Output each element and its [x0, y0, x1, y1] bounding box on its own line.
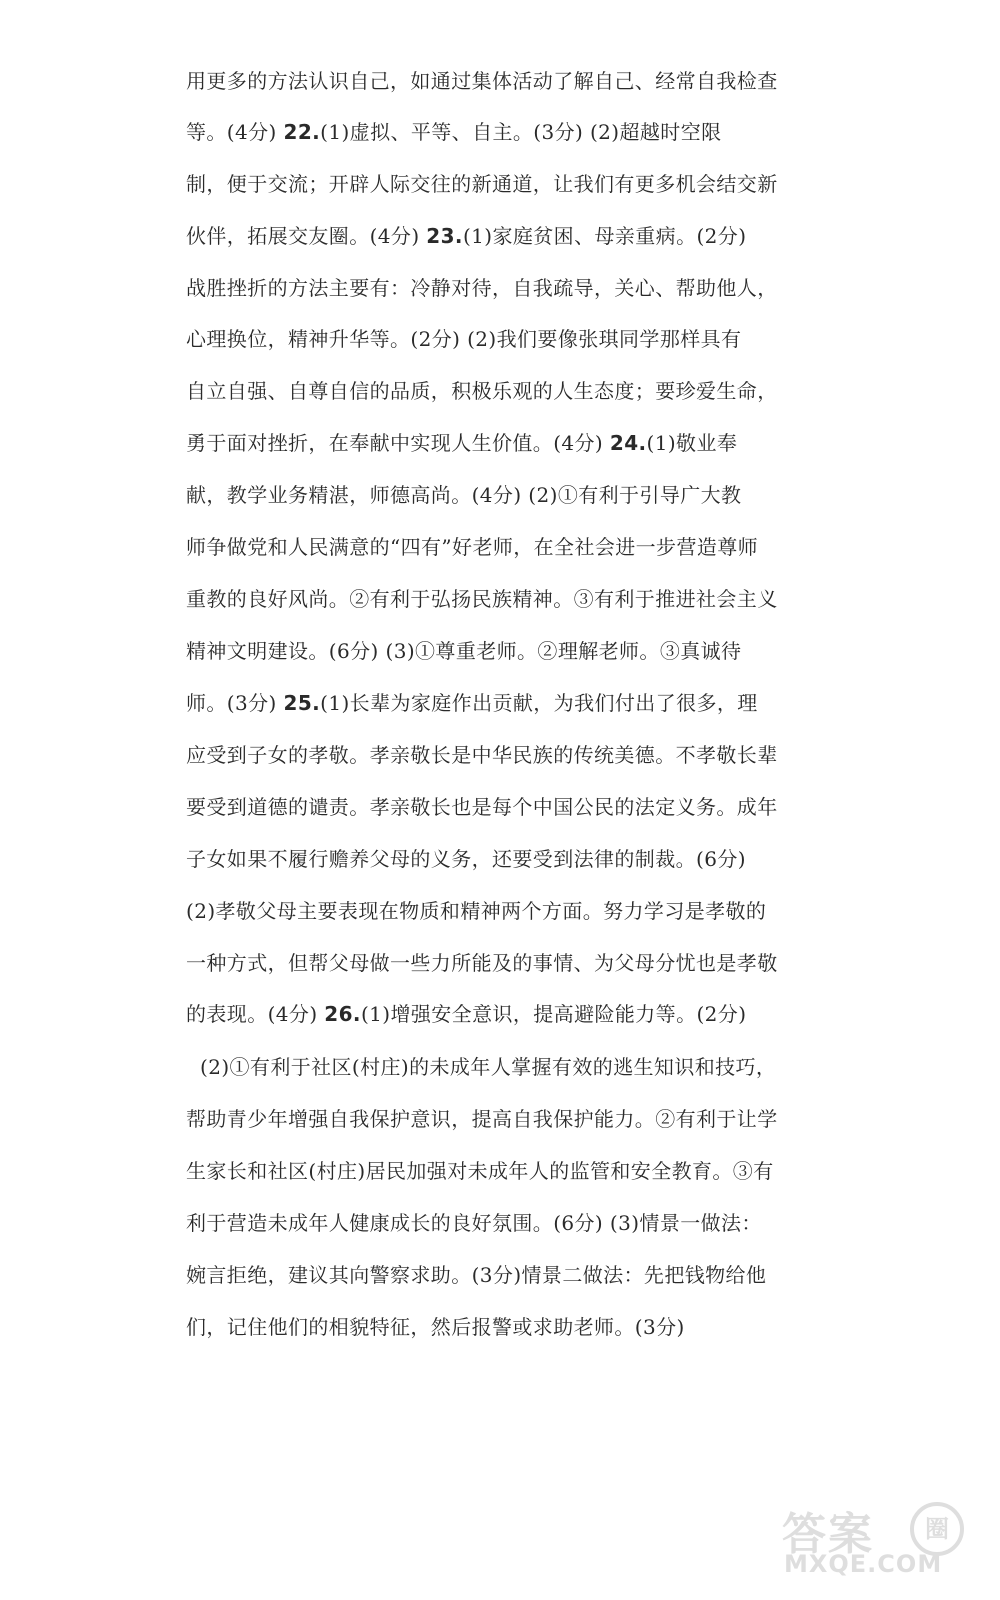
- text-line-4: 伙伴，拓展交友圈。(4分) 23.(1)家庭贫困、母亲重病。(2分): [186, 224, 747, 248]
- text-line-7: 自立自强、自尊自信的品质，积极乐观的人生态度；要珍爱生命，: [186, 379, 778, 403]
- text-line-1: 用更多的方法认识自己，如通过集体活动了解自己、经常自我检查: [186, 69, 778, 93]
- site-watermark: [782, 1498, 972, 1578]
- watermark-chinese-text: 答案: [782, 1509, 874, 1560]
- text-line-19: 的表现。(4分) 26.(1)增强安全意识，提高避险能力等。(2分): [186, 1002, 747, 1026]
- text-line-24: 婉言拒绝，建议其向警察求助。(3分)情景二做法：先把钱物给他: [186, 1263, 767, 1287]
- text-line-12: 精神文明建设。(6分) (3)①尊重老师。②理解老师。③真诚待: [186, 639, 742, 663]
- text-line-25: 们，记住他们的相貌特征，然后报警或求助老师。(3分): [186, 1315, 685, 1339]
- text-line-17: (2)孝敬父母主要表现在物质和精神两个方面。努力学习是孝敬的: [186, 899, 767, 923]
- text-line-15: 要受到道德的谴责。孝亲敬长也是每个中国公民的法定义务。成年: [186, 795, 778, 819]
- text-line-2: 等。(4分) 22.(1)虚拟、平等、自主。(3分) (2)超越时空限: [186, 120, 722, 144]
- question-number-25: 25.: [283, 691, 321, 715]
- text-line-14: 应受到子女的孝敬。孝亲敬长是中华民族的传统美德。不孝敬长辈: [186, 743, 778, 767]
- text-line-16: 子女如果不履行赡养父母的义务，还要受到法律的制裁。(6分): [186, 847, 746, 871]
- text-line-8: 勇于面对挫折，在奉献中实现人生价值。(4分) 24.(1)敬业奉: [186, 431, 738, 455]
- question-number-22: 22.: [283, 120, 321, 144]
- text-line-23: 利于营造未成年人健康成长的良好氛围。(6分) (3)情景一做法：: [186, 1211, 762, 1235]
- text-line-10: 师争做党和人民满意的“四有”好老师，在全社会进一步营造尊师: [186, 535, 759, 559]
- text-line-3: 制，便于交流；开辟人际交往的新通道，让我们有更多机会结交新: [186, 172, 778, 196]
- question-number-23: 23.: [426, 224, 463, 248]
- text-line-18: 一种方式，但帮父母做一些力所能及的事情、为父母分忧也是孝敬: [186, 951, 778, 975]
- text-line-13: 师。(3分) 25.(1)长辈为家庭作出贡献，为我们付出了很多，理: [186, 691, 758, 715]
- text-line-22: 生家长和社区(村庄)居民加强对未成年人的监管和安全教育。③有: [186, 1159, 774, 1183]
- text-line-11: 重教的良好风尚。②有利于弘扬民族精神。③有利于推进社会主义: [186, 587, 778, 611]
- text-line-21: 帮助青少年增强自我保护意识，提高自我保护能力。②有利于让学: [186, 1107, 778, 1131]
- text-line-9: 献，教学业务精湛，师德高尚。(4分) (2)①有利于引导广大教: [186, 483, 742, 507]
- watermark-domain-text: MXQE.COM: [784, 1550, 943, 1578]
- text-line-5: 战胜挫折的方法主要有：冷静对待，自我疏导，关心、帮助他人，: [186, 276, 778, 300]
- question-number-24: 24.: [609, 431, 647, 455]
- question-number-26: 26.: [324, 1002, 361, 1026]
- text-line-20: (2)①有利于社区(村庄)的未成年人掌握有效的逃生知识和技巧，: [200, 1055, 777, 1079]
- text-line-6: 心理换位，精神升华等。(2分) (2)我们要像张琪同学那样具有: [186, 327, 742, 351]
- watermark-badge-icon: 圈: [910, 1502, 964, 1556]
